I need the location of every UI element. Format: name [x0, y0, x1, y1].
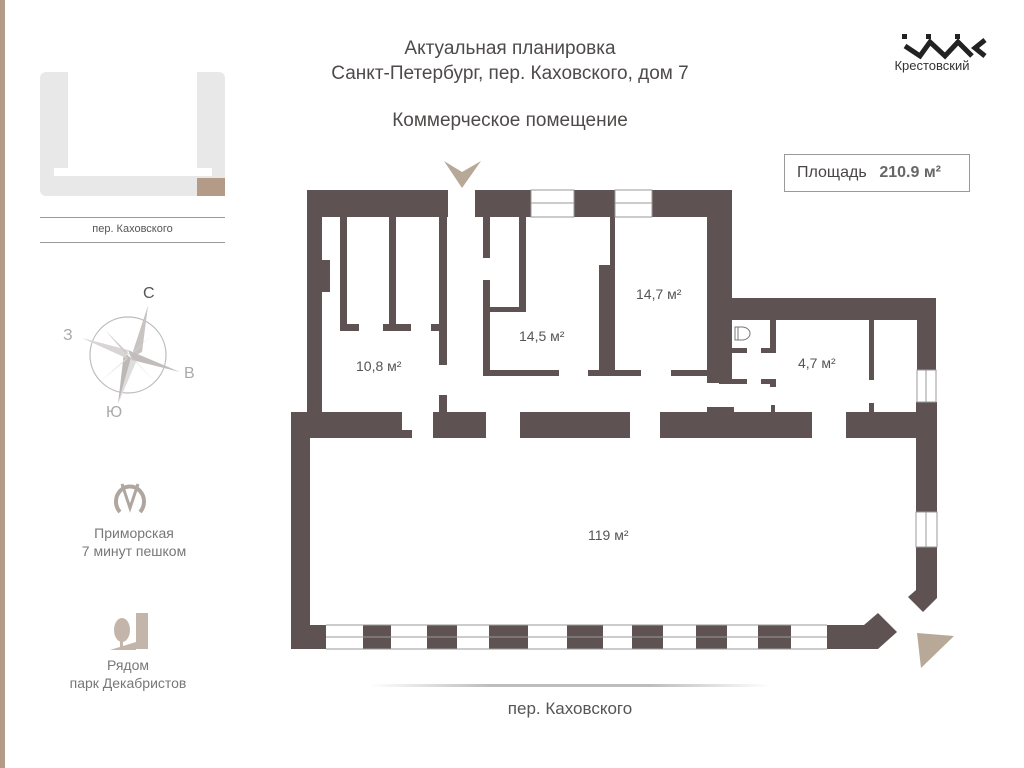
total-area-box: [784, 154, 970, 192]
area-value: 210.9 м²: [879, 164, 941, 181]
page-title-line1: Актуальная планировка: [404, 38, 616, 59]
street-label-bottom: пер. Каховского: [507, 699, 633, 718]
divider: [40, 217, 225, 218]
building-marker: [197, 178, 225, 196]
site-map-street-label: пер. Каховского: [92, 223, 173, 235]
park-icon: [110, 613, 148, 650]
park-line1: Рядом: [106, 657, 150, 673]
page-title-line2: Санкт-Петербург, пер. Каховского, дом 7: [331, 63, 689, 84]
toilet-icon: [735, 327, 750, 340]
area-label: Площадь: [797, 164, 867, 181]
divider: [40, 242, 225, 243]
compass-south-label: Ю: [106, 404, 123, 421]
metro-walk-time: 7 минут пешком: [81, 543, 187, 559]
entrance-arrow-top-icon: [444, 161, 481, 188]
logo-icon: [902, 34, 985, 56]
room-area-label: 4,7 м²: [798, 355, 836, 371]
park-info: [28, 656, 228, 692]
metro-station: Приморская: [94, 525, 174, 541]
room-area-label: 14,7 м²: [636, 286, 682, 302]
metro-info: [34, 524, 234, 560]
compass-west-label: З: [63, 327, 73, 344]
floor-plan-walls: [291, 190, 937, 649]
room-area-label: 14,5 м²: [519, 328, 565, 344]
compass-east-label: В: [184, 365, 195, 382]
room-area-label: 119 м²: [588, 527, 629, 543]
compass-north-label: С: [143, 285, 155, 302]
room-area-label: 10,8 м²: [356, 358, 402, 374]
logo-text: Крестовский: [894, 58, 970, 73]
metro-icon: [116, 484, 144, 512]
page-subtitle: Коммерческое помещение: [392, 110, 628, 131]
park-line2: парк Декабристов: [69, 675, 187, 691]
windows: [326, 190, 937, 649]
street-line: [370, 684, 770, 687]
site-map: [40, 72, 225, 196]
compass-icon: [82, 306, 180, 404]
entrance-arrow-corner-icon: [917, 633, 954, 668]
